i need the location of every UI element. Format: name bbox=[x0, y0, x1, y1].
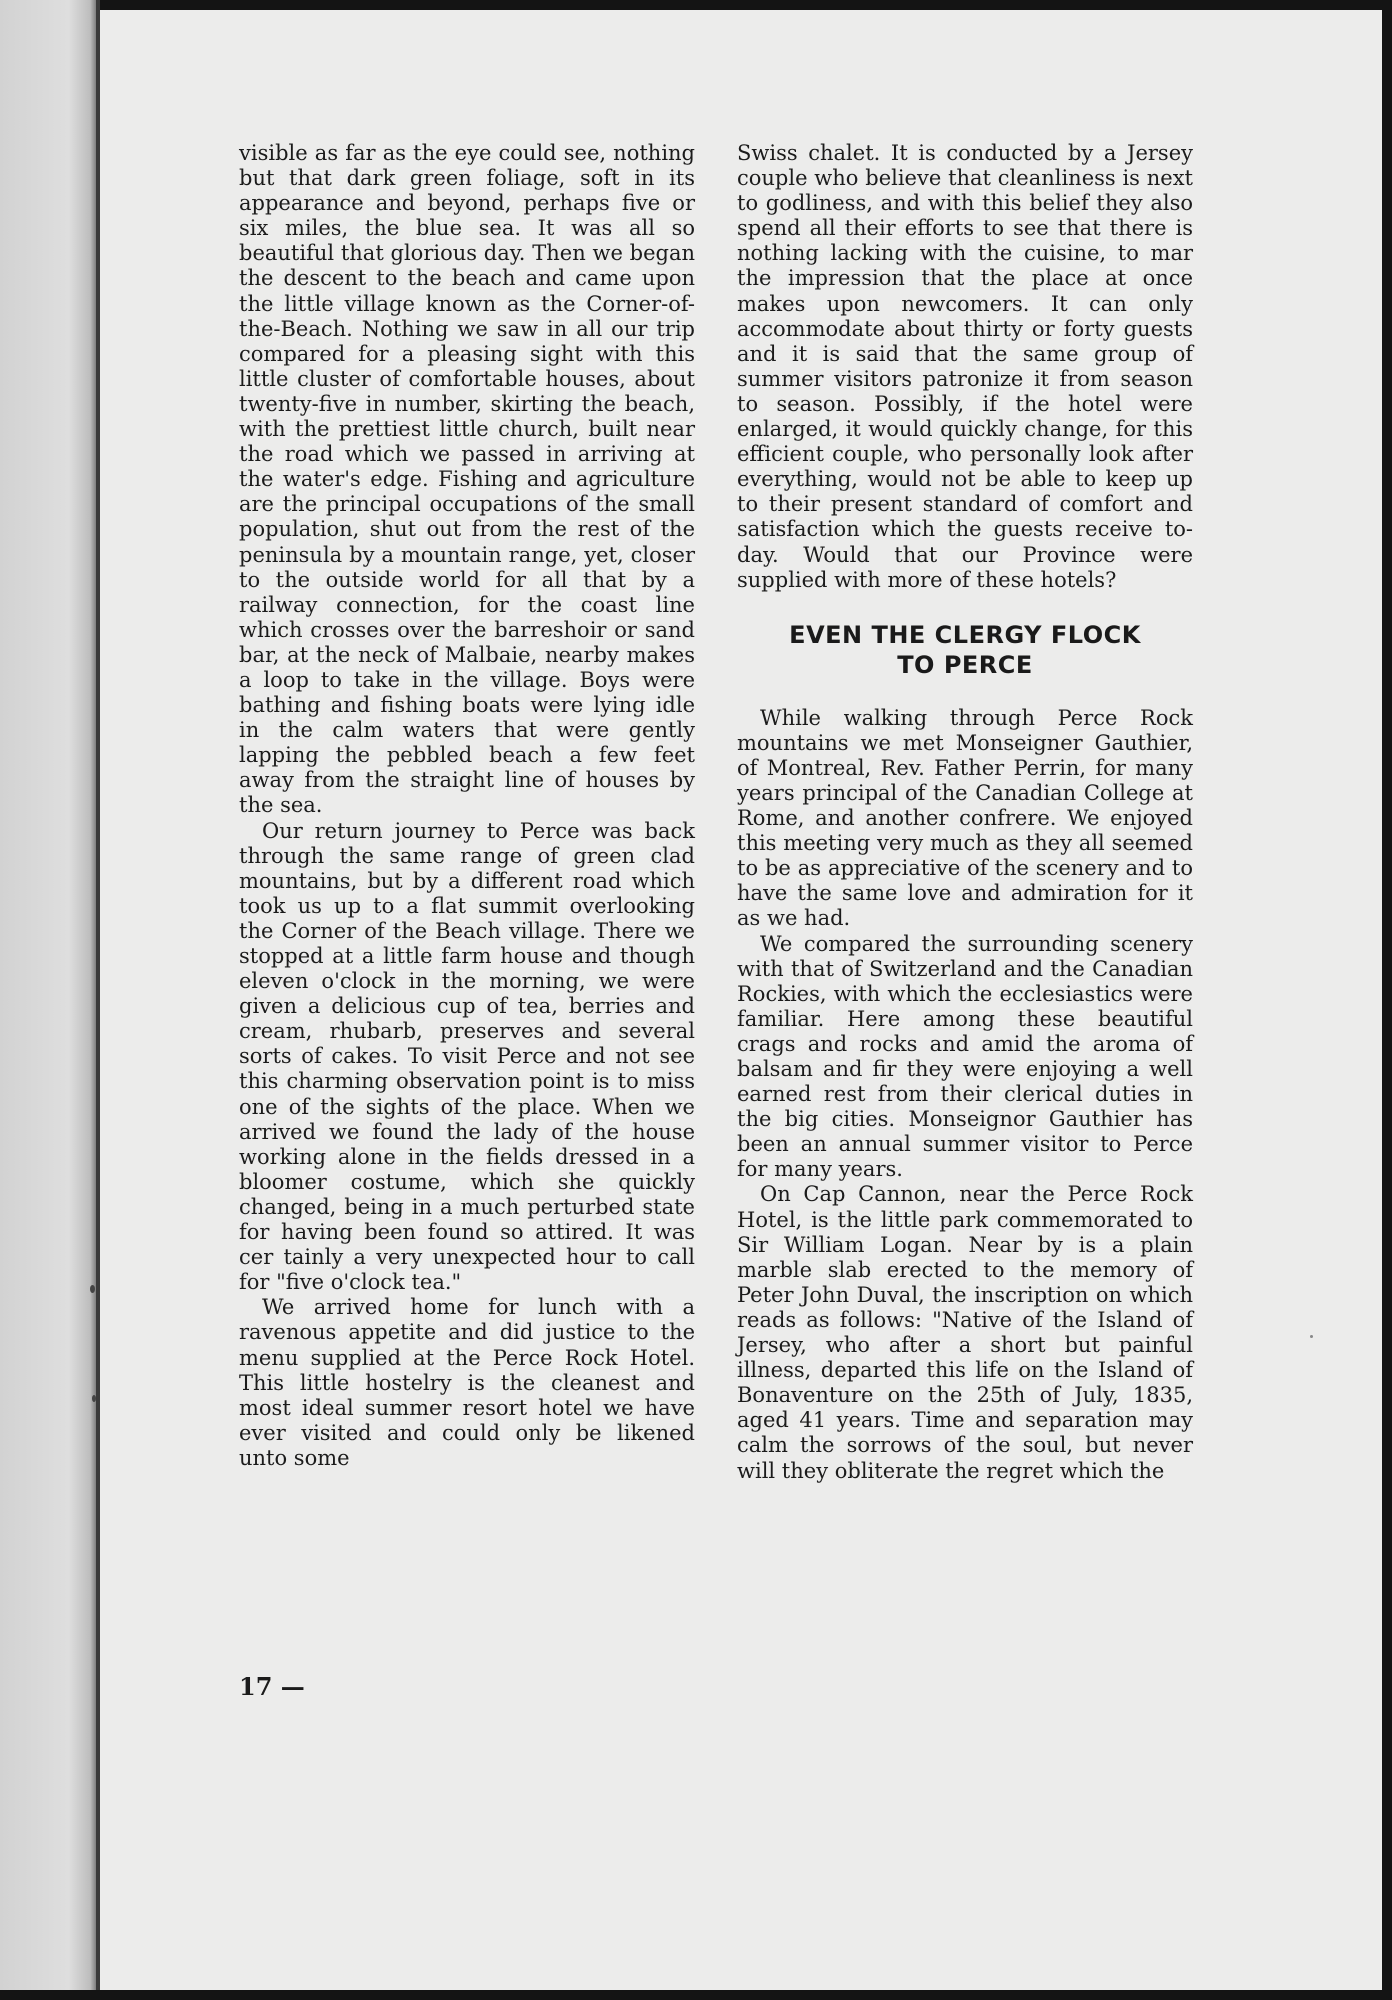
body-paragraph: We arrived home for lunch with a ravenous appetite and did justice to the menu supplied at the Perce Rock Hotel. This little hostelry is the cleanest and most ideal summer resort hotel we have ever visited and could only be likened unto some bbox=[239, 1295, 695, 1470]
body-paragraph: We compared the surrounding scenery with that of Switzerland and the Canadian Rockies, with which the ecclesiastics were familiar. Here among these beautiful crags and rocks and amid the aroma of balsam and fir they were enjoying a well earned rest from their clerical duties in the big cities. Monseignor Gauthier has been an annual summer visitor to Perce for many years. bbox=[737, 931, 1193, 1182]
left-text-column bbox=[239, 141, 695, 1471]
section-heading-line: TO PERCE bbox=[897, 650, 1033, 679]
scan-speck bbox=[92, 1395, 96, 1402]
section-heading bbox=[737, 620, 1193, 680]
body-paragraph: Swiss chalet. It is conducted by a Jersey couple who believe that cleanliness is next to godliness, and with this belief they also spend all their efforts to see that there is nothing lacking with the cuisine, to mar the impression that the place at once makes upon newcomers. It can only accommodate about thirty or forty guests and it is said that the same group of summer visitors patronize it from season to season. Possibly, if the hotel were enlarged, it would quickly change, for this efficient couple, who personally look after everything, would not be able to keep up to their present standard of comfort and satisfaction which the guests receive to-day. Would that our Province were supplied with more of these hotels? bbox=[737, 141, 1193, 592]
body-paragraph: On Cap Cannon, near the Perce Rock Hotel, is the little park commemorated to Sir William Logan. Near by is a plain marble slab erected to the memory of Peter John Duval, the inscription on which reads as follows: "Native of the Island of Jersey, who after a short but painful illness, departed this life on the Island of Bonaventure on the 25th of July, 1835, aged 41 years. Time and separation may calm the sorrows of the soul, but never will they obliterate the regret which the bbox=[737, 1182, 1193, 1483]
body-paragraph: visible as far as the eye could see, nothing but that dark green foliage, soft in its appearance and beyond, perhaps five or six miles, the blue sea. It was all so beautiful that glorious day. Then we began the descent to the beach and came upon the little village known as the Corner-of-the-Beach. Nothing we saw in all our trip compared for a pleasing sight with this little cluster of comfortable houses, about twenty-five in number, skirting the beach, with the prettiest little church, built near the road which we passed in arriving at the water's edge. Fishing and agriculture are the principal occupations of the small population, shut out from the rest of the peninsula by a mountain range, yet, closer to the outside world for all that by a railway connection, for the coast line which crosses over the barreshoir or sand bar, at the neck of Malbaie, nearby makes a loop to take in the village. Boys were bathing and fishing boats were lying idle in the calm waters that were gently lapping the pebbled beach a few feet away from the straight line of houses by the sea. bbox=[239, 141, 695, 818]
page-number: 17 — bbox=[239, 1672, 305, 1701]
facing-page-edge bbox=[0, 0, 98, 1990]
section-heading-line: EVEN THE CLERGY FLOCK bbox=[789, 620, 1141, 649]
body-paragraph: While walking through Perce Rock mountains we met Monseigner Gauthier, of Montreal, Rev. Father Perrin, for many years principal of the Canadian College at Rome, and another confrere. We enjoyed this meeting very much as they all seemed to be as appreciative of the scenery and to have the same love and admiration for it as we had. bbox=[737, 705, 1193, 931]
book-page bbox=[100, 10, 1382, 1990]
scan-speck bbox=[1310, 1335, 1313, 1338]
right-text-column bbox=[737, 141, 1193, 1484]
scan-speck bbox=[90, 1285, 95, 1293]
body-paragraph: Our return journey to Perce was back through the same range of green clad mountains, but by a different road which took us up to a flat summit overlooking the Corner of the Beach village. There we stopped at a little farm house and though eleven o'clock in the morning, we were given a delicious cup of tea, berries and cream, rhubarb, preserves and several sorts of cakes. To visit Perce and not see this charming observation point is to miss one of the sights of the place. When we arrived we found the lady of the house working alone in the fields dressed in a bloomer costume, which she quickly changed, being in a much perturbed state for having been found so attired. It was cer tainly a very unexpected hour to call for "five o'clock tea." bbox=[239, 818, 695, 1295]
